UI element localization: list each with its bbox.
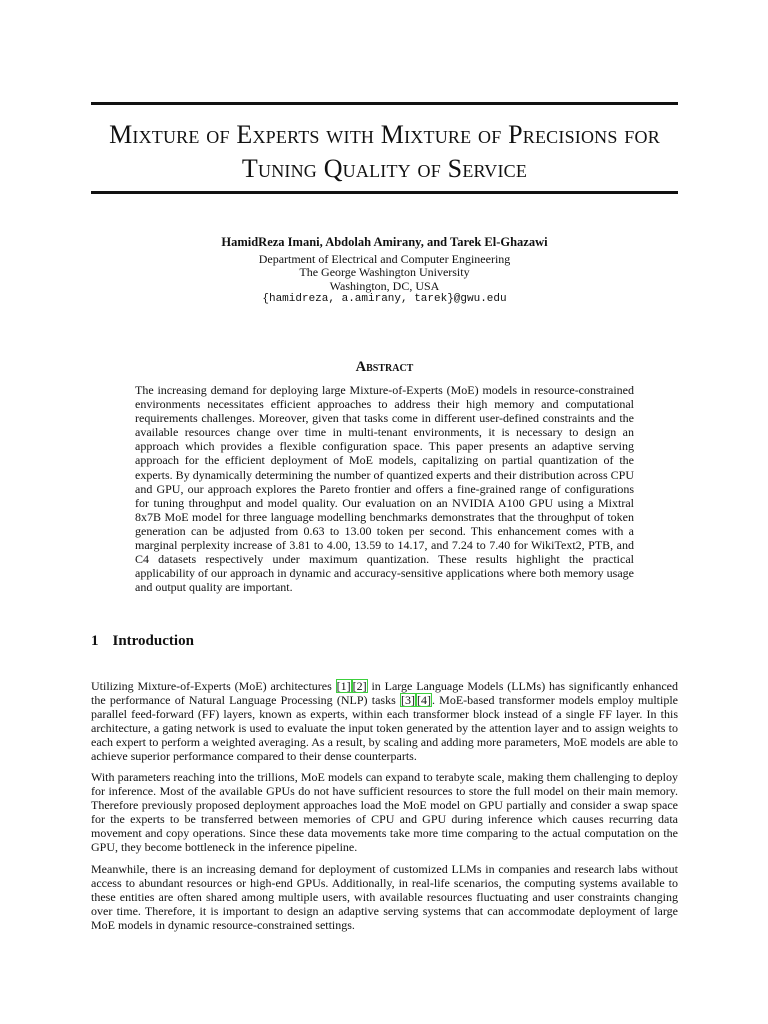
abstract-heading: Abstract bbox=[355, 359, 414, 375]
intro-paragraph-3: Meanwhile, there is an increasing demand for deployment of customized LLMs in companies and research labs without access to abundant resources or high-end GPUs. Additionally, in real-life scenarios, the computing systems available to these entities are often shared among multiple users, with available resources fluctuating and user constraints changing over time. Therefore, it is important to design an adaptive serving systems that can accommodate deployment of large MoE models in dynamic resource-constrained settings. bbox=[91, 862, 678, 933]
abstract-text: The increasing demand for deploying large Mixture-of-Experts (MoE) models in resource-constrained environments necessitates efficient approaches to address their high memory and computational requirements challenges. Moreover, given that tasks come in different user-defined constraints and the available resources change over time in multi-tenant environments, it is necessary to design an approach which provides a flexible configuration space. This paper presents an adaptive serving approach for the efficient deployment of MoE models, capitalizing on partial quantization of the experts. By dynamically determining the number of quantized experts and their distribution across CPU and GPU, our approach explores the Pareto frontier and offers a fine-grained range of configurations for tuning throughput and model quality. Our evaluation on an NVIDIA A100 GPU using a Mixtral 8x7B MoE model for three language modelling benchmarks demonstrates that the throughput of token generation can be adjusted from 0.63 to 13.00 token per second. This enhancement comes with a marginal perplexity increase of 3.81 to 4.00, 13.59 to 14.17, and 7.24 to 7.40 for WikiText2, PTB, and C4 datasets respectively under maximum quantization. These results highlight the practical applicability of our approach in dynamic and accuracy-sensitive applications where both memory usage and output quality are important. bbox=[135, 383, 634, 595]
citation-link-1[interactable]: [1] bbox=[336, 679, 351, 693]
section-heading-introduction bbox=[91, 633, 194, 650]
paper-title-line-2: Tuning Quality of Service bbox=[241, 154, 528, 183]
author-department: Department of Electrical and Computer Engineering bbox=[258, 251, 511, 266]
citation-link-4[interactable]: [4] bbox=[416, 693, 431, 708]
citation-link-2[interactable]: [2] bbox=[352, 679, 367, 693]
intro-p1-text-b: in Large Language Models (LLMs) has significantly enhanced the performance of Natural Language Processing (NLP) tasks bbox=[91, 679, 678, 708]
citation-link-3[interactable]: [3] bbox=[400, 693, 415, 708]
intro-paragraph-1 bbox=[91, 679, 678, 764]
author-email: {hamidreza, a.amirany, tarek}@gwu.edu bbox=[262, 293, 507, 305]
title-top-rule bbox=[91, 102, 678, 105]
author-names: HamidReza Imani, Abdolah Amirany, and Tarek El-Ghazawi bbox=[221, 235, 548, 249]
intro-paragraph-2: With parameters reaching into the trillions, MoE models can expand to terabyte scale, making them challenging to deploy for inference. Most of the available GPUs do not have sufficient resources to store the full model on their main memory. Therefore previously proposed deployment approaches load the MoE model on GPU partially and consider a swap space for the experts to be transferred between memories of CPU and GPU during inference which causes recurring data movement and copy operations. Since these data movements take more time comparing to the actual computation on the GPU, they become bottleneck in the inference pipeline. bbox=[91, 770, 678, 855]
author-location: Washington, DC, USA bbox=[329, 278, 440, 293]
section-title: Introduction bbox=[112, 633, 194, 649]
intro-p1-text-a: Utilizing Mixture-of-Experts (MoE) architectures bbox=[91, 679, 336, 693]
paper-title-line-1: Mixture of Experts with Mixture of Precisions for bbox=[109, 120, 660, 149]
title-bottom-rule bbox=[91, 191, 678, 194]
paper-title bbox=[91, 118, 678, 186]
intro-p1-text-c: . MoE-based transformer models employ multiple parallel feed-forward (FF) layers, known as experts, within each transformer block instead of a single FF layer. In this architecture, a gating network is used to evaluate the input token generated by the attention layer and to assign weights to each expert to perform a weighted averaging. As a result, by scaling and adding more parameters, MoE models are able to achieve superior performance compared to their dense counterparts. bbox=[91, 693, 678, 764]
section-number: 1 bbox=[91, 633, 99, 649]
author-university: The George Washington University bbox=[299, 265, 470, 279]
author-block bbox=[91, 236, 678, 307]
